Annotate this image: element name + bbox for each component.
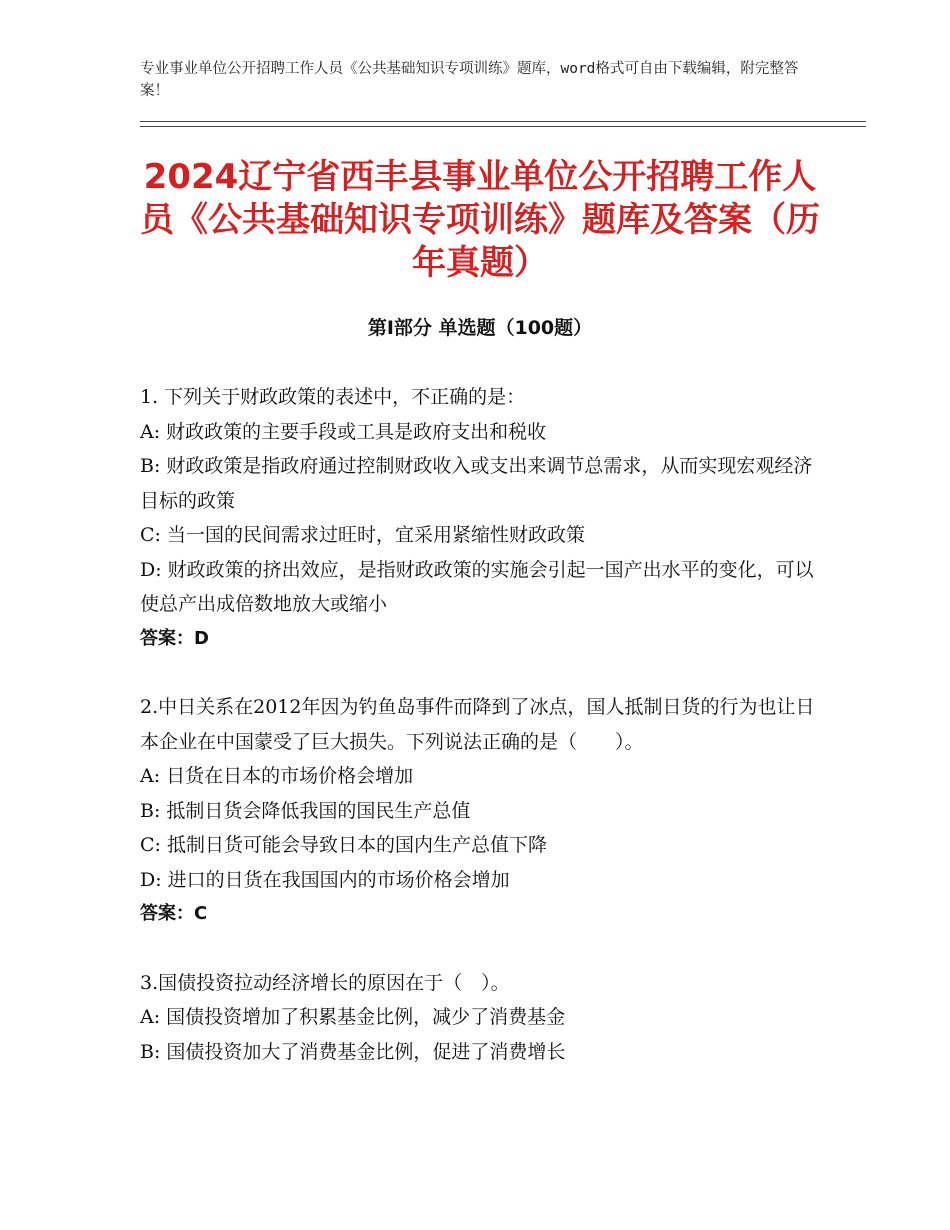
answer-label: 答案：C [140,903,208,924]
question-item [140,690,820,932]
question-item [140,380,820,656]
option-a: A: 日货在日本的市场价格会增加 [140,765,414,787]
header-note: 专业事业单位公开招聘工作人员《公共基础知识专项训练》题库，word格式可自由下载编辑，附完整答案！ [140,61,799,99]
answer-label: 答案：D [140,627,209,649]
section-title: 第Ⅰ部分 单选题（100题） [367,317,593,339]
option-d: D: 进口的日货在我国国内的市场价格会增加 [140,868,510,891]
header-divider-top [140,121,866,122]
document-title: 2024辽宁省西丰县事业单位公开招聘工作人员《公共基础知识专项训练》题库及答案（历年真题） [140,157,820,283]
option-a: A: 财政政策的主要手段或工具是政府支出和税收 [140,420,547,443]
header-divider-bottom [140,126,866,127]
question-stem: 3.国债投资拉动经济增长的原因在于（ ）。 [140,971,510,994]
question-stem: 1. 下列关于财政政策的表述中，不正确的是： [140,386,526,408]
question-list [140,380,820,1103]
option-d: D: 财政政策的挤出效应，是指财政政策的实施会引起一国产出水平的变化，可以使总产出成倍数地放大或缩小 [140,558,814,615]
question-stem: 2.中日关系在2012年因为钓鱼岛事件而降到了冰点，国人抵制日货的行为也让日本企业在中国蒙受了巨大损失。下列说法正确的是（ ）。 [140,696,815,753]
option-b: B: 财政政策是指政府通过控制财政收入或支出来调节总需求，从而实现宏观经济目标的政策 [140,455,813,512]
option-b: B: 国债投资加大了消费基金比例，促进了消费增长 [140,1040,566,1063]
option-a: A: 国债投资增加了积累基金比例，减少了消费基金 [140,1006,566,1028]
question-item [140,966,820,1070]
option-c: C: 抵制日货可能会导致日本的国内生产总值下降 [140,834,547,856]
option-c: C: 当一国的民间需求过旺时，宜采用紧缩性财政政策 [140,524,585,546]
option-b: B: 抵制日货会降低我国的国民生产总值 [140,799,471,822]
